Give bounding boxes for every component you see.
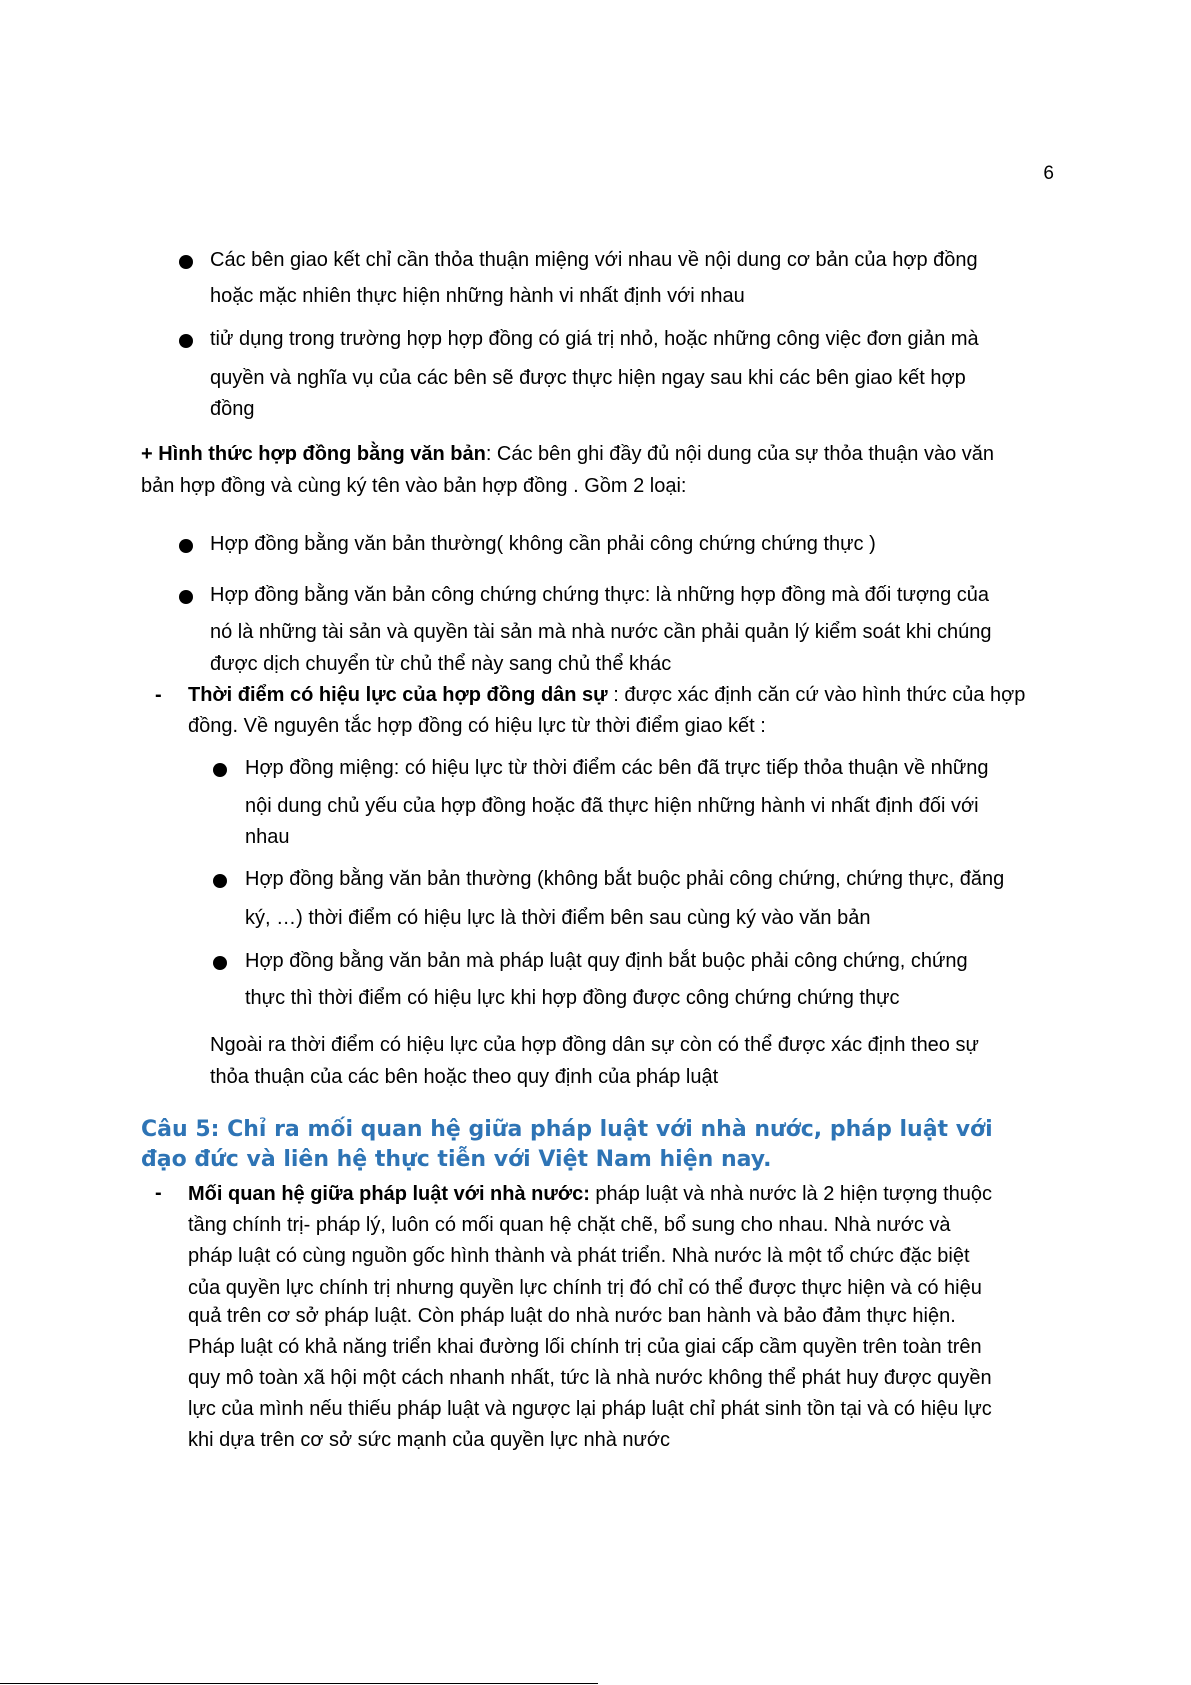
state-law-text: của quyền lực chính trị nhưng quyền lực chính trị đó chỉ có thể được thực hiện và có hiệu xyxy=(188,1277,982,1299)
list-item-line: tiử dụng trong trường hợp hợp đồng có giá trị nhỏ, hoặc những công việc đơn giản mà xyxy=(210,328,979,350)
dash-marker: - xyxy=(155,1182,162,1204)
effect-time-text: : được xác định căn cứ vào hình thức của hợp xyxy=(607,684,1026,706)
list-item-line: Hợp đồng bằng văn bản thường (không bắt buộc phải công chứng, chứng thực, đăng xyxy=(245,868,1005,890)
list-item-line: Hợp đồng bằng văn bản công chứng chứng thực: là những hợp đồng mà đối tượng của xyxy=(210,584,990,606)
list-item-line: Hợp đồng bằng văn bản thường( không cần phải công chứng chứng thực ) xyxy=(210,533,876,555)
bullet-icon xyxy=(213,874,227,888)
list-item-line: Hợp đồng bằng văn bản mà pháp luật quy định bắt buộc phải công chứng, chứng xyxy=(245,950,968,972)
state-law-text: khi dựa trên cơ sở sức mạnh của quyền lực nhà nước xyxy=(188,1429,671,1451)
state-law-text: lực của mình nếu thiếu pháp luật và ngược lại pháp luật chỉ phát sinh tồn tại và có hiệu lực xyxy=(188,1398,992,1420)
list-item-line: nó là những tài sản và quyền tài sản mà nhà nước cần phải quản lý kiểm soát khi chúng xyxy=(210,621,992,643)
list-item-line: nhau xyxy=(245,826,290,848)
list-item-line: hoặc mặc nhiên thực hiện những hành vi nhất định với nhau xyxy=(210,285,745,307)
effect-time-label: Thời điểm có hiệu lực của hợp đồng dân sự xyxy=(188,684,608,706)
bullet-icon xyxy=(179,255,193,269)
dash-marker: - xyxy=(155,684,162,706)
written-form-text: bản hợp đồng và cùng ký tên vào bản hợp đồng . Gồm 2 loại: xyxy=(141,475,687,497)
effect-note-line: Ngoài ra thời điểm có hiệu lực của hợp đồng dân sự còn có thể được xác định theo sự xyxy=(210,1034,979,1056)
list-item-line: Các bên giao kết chỉ cần thỏa thuận miệng với nhau về nội dung cơ bản của hợp đồng xyxy=(210,249,978,271)
list-item-line: được dịch chuyển từ chủ thể này sang chủ thể khác xyxy=(210,653,672,675)
bullet-icon xyxy=(179,334,193,348)
list-item-line: đồng xyxy=(210,398,255,420)
question-5-heading: đạo đức và liên hệ thực tiễn với Việt Nam hiện nay. xyxy=(141,1147,772,1172)
bullet-icon xyxy=(213,956,227,970)
list-item-line: quyền và nghĩa vụ của các bên sẽ được thực hiện ngay sau khi các bên giao kết hợp xyxy=(210,367,966,389)
footnote-separator xyxy=(0,1683,598,1684)
written-form-text: : Các bên ghi đầy đủ nội dung của sự thỏa thuận vào văn xyxy=(485,443,995,465)
state-law-text: tầng chính trị- pháp lý, luôn có mối quan hệ chặt chẽ, bổ sung cho nhau. Nhà nước và xyxy=(188,1214,951,1236)
page-number: 6 xyxy=(1043,163,1054,184)
written-form-label: + Hình thức hợp đồng bằng văn bản xyxy=(141,443,486,465)
bullet-icon xyxy=(179,590,193,604)
state-law-text: pháp luật có cùng nguồn gốc hình thành và phát triển. Nhà nước là một tổ chức đặc biệt xyxy=(188,1245,970,1267)
question-5-heading: Câu 5: Chỉ ra mối quan hệ giữa pháp luật với nhà nước, pháp luật với xyxy=(141,1117,993,1142)
list-item-line: Hợp đồng miệng: có hiệu lực từ thời điểm các bên đã trực tiếp thỏa thuận về những xyxy=(245,757,989,779)
effect-note-line: thỏa thuận của các bên hoặc theo quy định của pháp luật xyxy=(210,1066,719,1088)
state-law-label: Mối quan hệ giữa pháp luật với nhà nước: xyxy=(188,1183,590,1205)
state-law-text: quy mô toàn xã hội một cách nhanh nhất, tức là nhà nước không thể phát huy được quyền xyxy=(188,1367,992,1389)
effect-time-text: đồng. Về nguyên tắc hợp đồng có hiệu lực từ thời điểm giao kết : xyxy=(188,715,766,737)
list-item-line: thực thì thời điểm có hiệu lực khi hợp đồng được công chứng chứng thực xyxy=(245,987,900,1009)
list-item-line: ký, …) thời điểm có hiệu lực là thời điểm bên sau cùng ký vào văn bản xyxy=(245,907,871,929)
state-law-text: Pháp luật có khả năng triển khai đường lối chính trị của giai cấp cầm quyền trên toàn trên xyxy=(188,1336,982,1358)
bullet-icon xyxy=(213,763,227,777)
bullet-icon xyxy=(179,539,193,553)
state-law-text: pháp luật và nhà nước là 2 hiện tượng thuộc xyxy=(589,1183,993,1205)
list-item-line: nội dung chủ yếu của hợp đồng hoặc đã thực hiện những hành vi nhất định đối với xyxy=(245,795,979,817)
state-law-text: quả trên cơ sở pháp luật. Còn pháp luật do nhà nước ban hành và bảo đảm thực hiện. xyxy=(188,1305,956,1327)
